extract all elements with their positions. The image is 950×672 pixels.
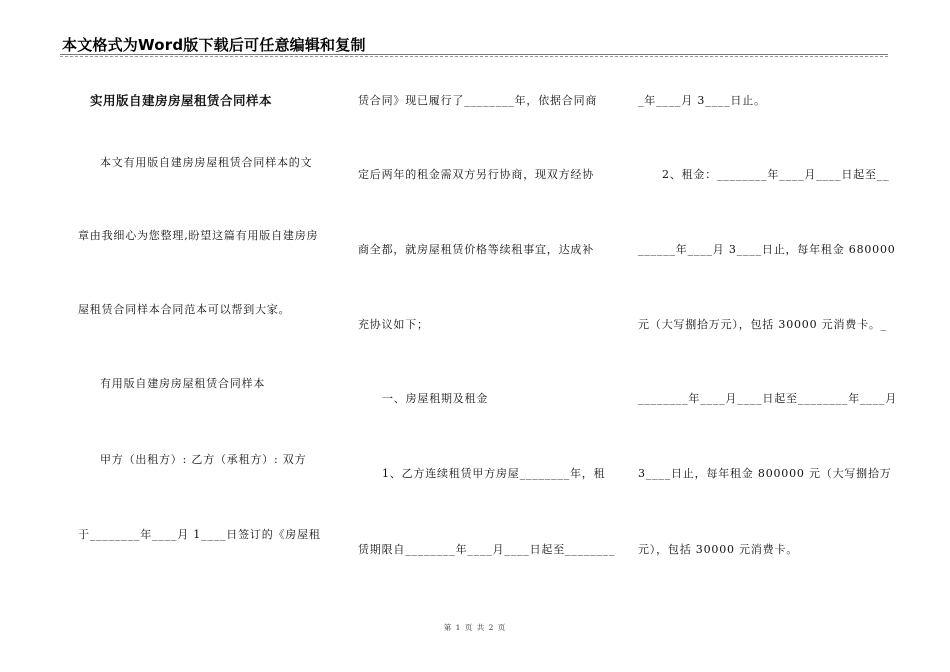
text-line: 元（大写捌拾万元），包括 30000 元消费卡。_: [638, 318, 887, 331]
header-rule-dashed: [60, 56, 888, 57]
text-line: 3____日止，每年租金 800000 元（大写捌拾万: [638, 467, 892, 480]
text-line: ______年____月 3____日止，每年租金 680000: [638, 243, 896, 256]
text-line: 于________年____月 1____日签订的《房屋租: [78, 528, 321, 541]
text-line: 屋租赁合同样本合同范本可以帮到大家。: [78, 303, 291, 316]
header-rule: [60, 54, 888, 55]
text-line: ________年____月____日起至________年____月: [638, 392, 897, 405]
page-number: 第 1 页 共 2 页: [443, 623, 507, 632]
text-line: 甲方（出租方）: 乙方（承租方）: 双方: [100, 453, 307, 466]
text-line: 元），包括 30000 元消费卡。: [638, 543, 799, 556]
text-line: 2、租金：________年____月____日起至__: [662, 168, 890, 181]
text-line: _年____月 3____日止。: [638, 94, 766, 107]
text-line: 1、乙方连续租赁甲方房屋________年，租: [382, 467, 606, 480]
section-heading: 一、房屋租期及租金: [382, 392, 489, 405]
text-line: 本文有用版自建房房屋租赁合同样本的文: [100, 156, 313, 169]
text-line: 商全都，就房屋租赁价格等续租事宜，达成补: [358, 243, 594, 256]
document-title: 实用版自建房房屋租赁合同样本: [90, 93, 273, 108]
text-line: 赁合同》现已履行了________年，依据合同商: [358, 94, 598, 107]
text-line: 定后两年的租金需双方另行协商，现双方经协: [358, 168, 594, 181]
text-line: 赁期限自________年____月____日起至________: [358, 543, 616, 556]
document-header: 本文格式为Word版下载后可任意编辑和复制: [62, 36, 366, 54]
text-line: 充协议如下；: [358, 318, 429, 331]
text-line: 章由我细心为您整理,盼望这篇有用版自建房房: [78, 229, 319, 242]
text-line: 有用版自建房房屋租赁合同样本: [100, 377, 266, 390]
